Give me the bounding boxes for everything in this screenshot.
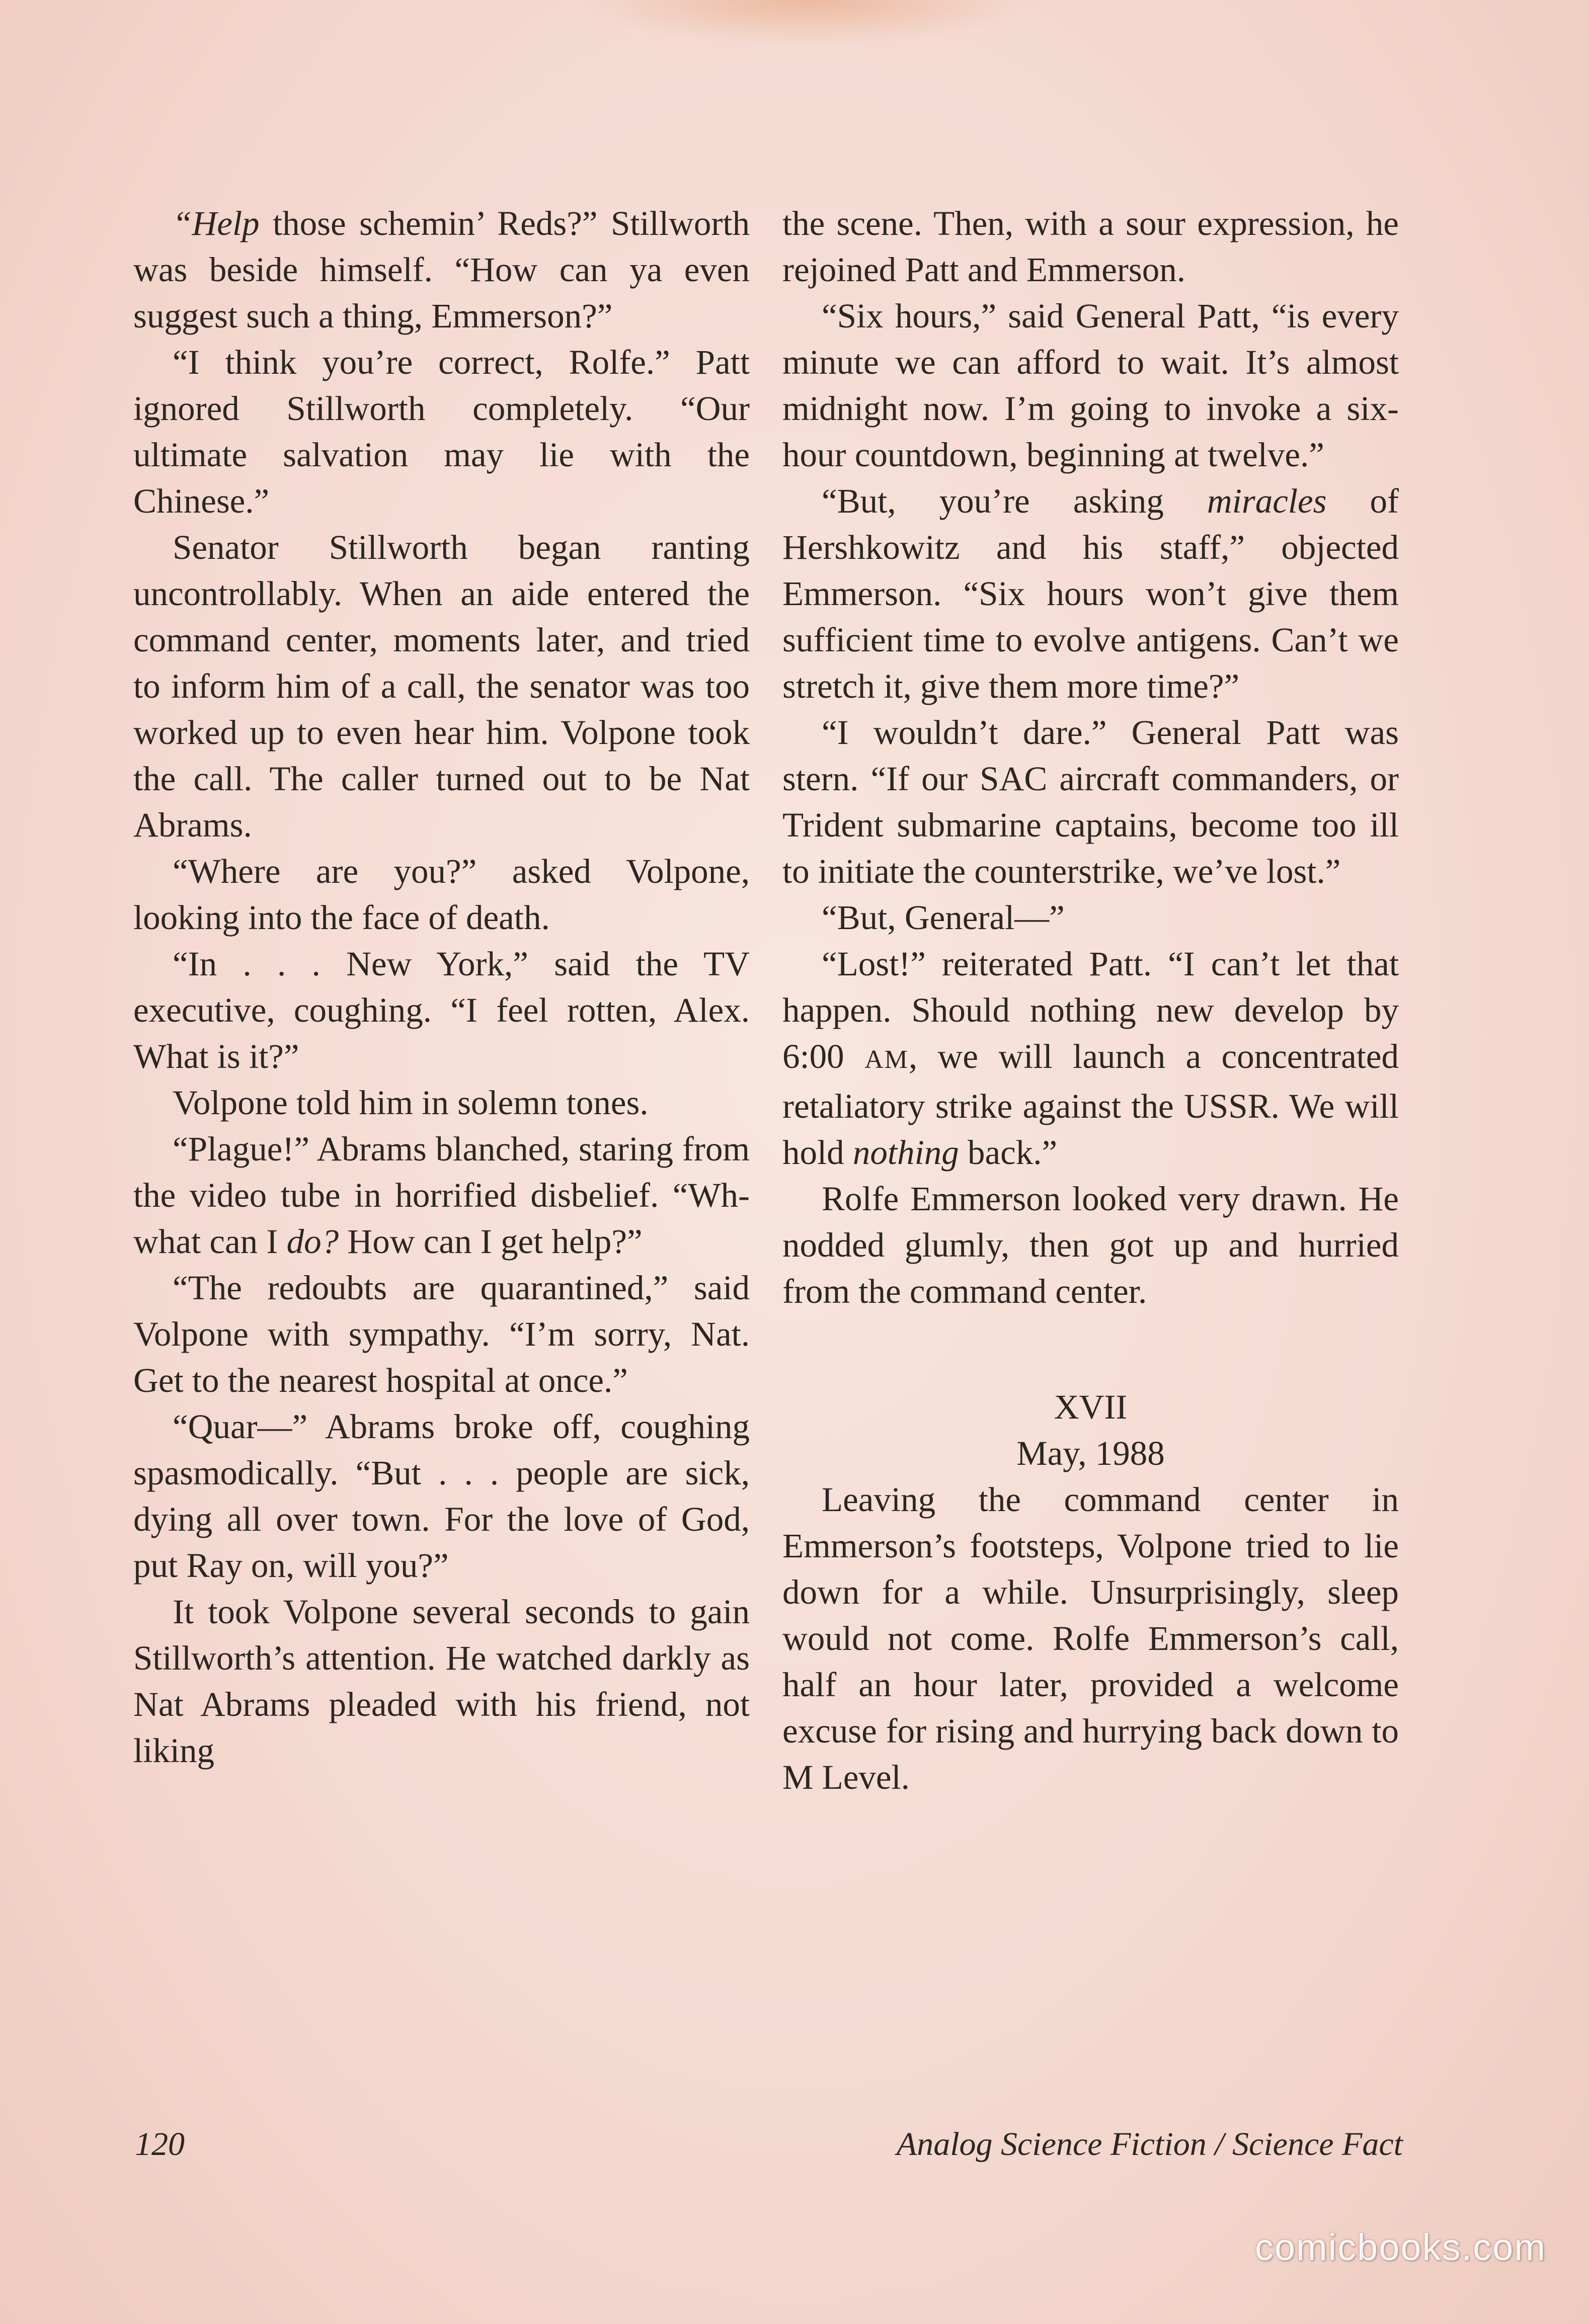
paragraph-text: “In . . . New York,” said the TV executive, coughing. “I feel rotten, Alex. What is it?” (133, 945, 750, 1075)
paper-stain (579, 0, 1031, 45)
paragraph (133, 1080, 750, 1126)
paragraph-text: do? (286, 1222, 339, 1261)
chapter-opening (782, 1476, 1399, 1800)
site-watermark: comicbooks.com (1254, 2226, 1546, 2268)
paragraph-text: “But, General—” (822, 898, 1065, 937)
paragraph-text: those schemin’ Reds?” Stillworth was beside himself. “How can ya even suggest such a thing, Emmerson?” (133, 204, 750, 335)
paragraph (782, 1176, 1399, 1314)
paragraph-text: “Quar—” Abrams broke off, coughing spasmodically. “But . . . people are sick, dying all over town. For the love of God, put Ray on, will you?” (133, 1407, 750, 1585)
page-number: 120 (135, 2126, 185, 2163)
paragraph (782, 894, 1399, 941)
paragraph (782, 1476, 1399, 1800)
paragraph-text: nothing (852, 1133, 959, 1172)
paragraph-text: It took Volpone several seconds to gain Stillworth’s attention. He watched darkly as Nat Abrams pleaded with his friend, not liking (133, 1593, 750, 1770)
paragraph-text: “Plague!” Abrams blanched, staring from the video tube in horrified disbelief. “Wh-what can I (133, 1130, 750, 1261)
paragraph-text: “I wouldn’t dare.” General Patt was stern. “If our SAC aircraft commanders, or Trident submarine captains, become too ill to initiate the counterstrike, we’ve lost.” (782, 713, 1399, 890)
paragraph (133, 1403, 750, 1589)
right-column (782, 200, 1399, 1800)
paragraph-text: AM (864, 1045, 909, 1074)
paragraph (782, 293, 1399, 478)
paragraph (133, 1265, 750, 1403)
paragraph (782, 709, 1399, 894)
paragraph-text: “Where are you?” asked Volpone, looking into the face of death. (133, 852, 750, 937)
paragraph-text: , we will launch a concentrated retaliatory strike against the USSR. We will hold (782, 1037, 1399, 1172)
right-column-body (782, 200, 1399, 1314)
paragraph (782, 200, 1399, 293)
paragraph (133, 848, 750, 941)
left-column (133, 200, 750, 1774)
chapter-date: May, 1988 (1016, 1434, 1165, 1472)
paragraph (782, 478, 1399, 709)
paragraph (133, 339, 750, 524)
paragraph-text: “Help (173, 204, 260, 242)
chapter-number: XVII (1054, 1388, 1128, 1426)
paragraph-text: the scene. Then, with a sour expression, he rejoined Patt and Emmerson. (782, 204, 1399, 289)
paragraph (133, 200, 750, 339)
paragraph-text: Rolfe Emmerson looked very drawn. He nodded glumly, then got up and hurried from the command center. (782, 1180, 1399, 1310)
paragraph-text: back.” (959, 1133, 1058, 1172)
paragraph-text: Leaving the command center in Emmerson’s footsteps, Volpone tried to lie down for a while. Unsurprisingly, sleep would not come. Rolfe Emmerson’s call, half an hour later, provided a welcome excuse for rising and hurrying back down to M Level. (782, 1480, 1399, 1796)
paragraph-text: “The redoubts are quarantined,” said Volpone with sympathy. “I’m sorry, Nat. Get to the nearest hospital at once.” (133, 1269, 750, 1399)
paragraph-text: “Lost!” reiterated Patt. “I can’t let that happen. Should nothing new develop by 6:00 (782, 945, 1399, 1075)
paragraph-text: of Hershkowitz and his staff,” objected Emmerson. “Six hours won’t give them sufficient time to evolve antigens. Can’t we stretch it, give them more time?” (782, 482, 1399, 705)
paragraph (133, 941, 750, 1080)
running-title: Analog Science Fiction / Science Fact (896, 2126, 1403, 2163)
paragraph-text: “I think you’re correct, Rolfe.” Patt ignored Stillworth completely. “Our ultimate salvation may lie with the Chinese.” (133, 343, 750, 520)
paragraph-text: Senator Stillworth began ranting uncontrollably. When an aide entered the command center, moments later, and tried to inform him of a call, the senator was too worked up to even hear him. Volpone took the call. The caller turned out to be Nat Abrams. (133, 528, 750, 844)
paragraph-text: Volpone told him in solemn tones. (173, 1084, 649, 1122)
paragraph-text: miracles (1207, 482, 1327, 520)
paragraph (133, 1126, 750, 1265)
paragraph-text: “But, you’re asking (822, 482, 1207, 520)
paragraph (782, 941, 1399, 1176)
paragraph-text: “Six hours,” said General Patt, “is every minute we can afford to wait. It’s almost midnight now. I’m going to invoke a six-hour countdown, beginning at twelve.” (782, 297, 1399, 474)
paragraph (133, 524, 750, 848)
paragraph-text: How can I get help?” (339, 1222, 643, 1261)
paragraph (133, 1589, 750, 1774)
